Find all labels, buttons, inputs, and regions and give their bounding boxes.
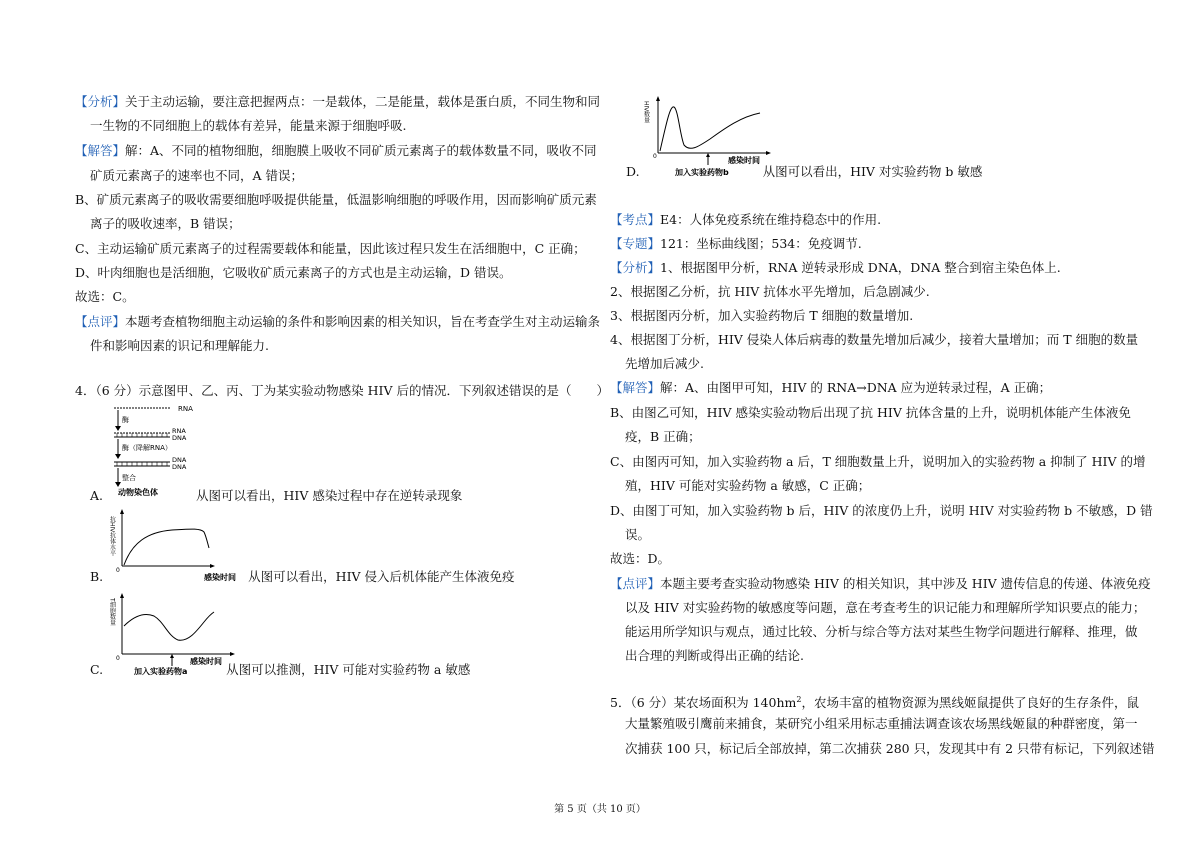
question-5-line-2: 大量繁殖吸引鹰前来捕食，某研究小组采用标志重捕法调查该农场黑线姬鼠的种群密度，第一	[625, 716, 1138, 731]
fig-d-xlabel: 感染时间	[728, 156, 760, 165]
fig-c-drug-label: 加入实验药物a	[134, 667, 188, 676]
option-b	[90, 569, 515, 585]
kaodian-line: 【考点】E4：人体免疫系统在维持稳态中的作用.	[610, 212, 882, 227]
left-choice: 故选：C。	[75, 289, 135, 304]
right-answer-c2: 殖，HIV 可能对实验药物 a 敏感，C 正确；	[625, 478, 871, 493]
option-d-text: 从图可以看出，HIV 对实验药物 b 敏感	[762, 164, 983, 179]
left-answer-c: C、主动运输矿质元素离子的过程需要载体和能量，因此该过程只发生在活细胞中，C 正确；	[75, 241, 586, 256]
option-d-label: D.	[626, 164, 640, 179]
fig-a-enzyme-label: 酶	[122, 416, 129, 424]
fig-d-ylabel: HIV数量	[642, 101, 650, 124]
right-comment-1: 【点评】本题主要考查实验动物感染 HIV 的相关知识，其中涉及 HIV 遗传信息的传递、体液免疫	[610, 576, 1151, 591]
left-analysis-line-1: 【分析】关于主动运输，要注意把握两点：一是载体，二是能量，载体是蛋白质，不同生物和同	[75, 94, 601, 109]
page-footer: 第 5 页（共 10 页）	[554, 804, 646, 815]
left-answer-line-2: 矿质元素离子的速率也不同，A 错误；	[90, 168, 304, 183]
answer-tag: 【解答】	[75, 143, 126, 158]
option-a-label: A.	[90, 488, 104, 503]
right-choice: 故选：D。	[610, 551, 671, 566]
fig-b-ylabel: 抗HIV抗体水平	[108, 516, 116, 557]
right-answer-d1: D、由图丁可知，加入实验药物 b 后，HIV 的浓度仍上升，说明 HIV 对实验药物 b 不敏感，D 错	[610, 503, 1153, 518]
kaodian-tag: 【考点】	[610, 212, 661, 227]
option-b-label: B.	[90, 569, 104, 584]
left-comment-line-2: 件和影响因素的识记和理解能力.	[90, 338, 269, 353]
right-comment-3: 能运用所学知识与观点，通过比较、分析与综合等方法对某些生物学问题进行解释、推理，做	[625, 624, 1138, 639]
right-comment-4: 出合理的判断或得出正确的结论.	[625, 648, 804, 663]
option-a-text: 从图可以看出，HIV 感染过程中存在逆转录现象	[196, 488, 463, 503]
fig-a-enzyme2-label: 酶（降解RNA）	[122, 444, 172, 452]
left-answer-line-1: 【解答】解：A、不同的植物细胞，细胞膜上吸收不同矿质元素离子的载体数量不同，吸收不同	[75, 143, 597, 158]
option-a	[90, 488, 462, 504]
question-4-stem: 4．（6 分）示意图甲、乙、丙、丁为某实验动物感染 HIV 后的情况．下列叙述错误的是（ ）	[75, 383, 609, 398]
option-c-text: 从图可以推测，HIV 可能对实验药物 a 敏感	[226, 662, 471, 677]
right-answer-a: 【解答】解：A、由图甲可知，HIV 的 RNA→DNA 应为逆转录过程，A 正确；	[610, 380, 1052, 395]
fig-d-origin: 0	[653, 153, 657, 160]
left-comment-line-1: 【点评】本题考查植物细胞主动运输的条件和影响因素的相关知识，旨在考查学生对主动运输条	[75, 314, 601, 329]
zhuanti-tag: 【专题】	[610, 236, 661, 251]
fig-c-ylabel: T细胞数量	[108, 598, 116, 626]
analysis-tag: 【分析】	[75, 94, 126, 109]
fig-a-dna-2: DNA	[172, 463, 187, 471]
right-analysis-1: 【分析】1、根据图甲分析，RNA 逆转录形成 DNA，DNA 整合到宿主染色体上.	[610, 260, 1061, 275]
option-c	[90, 662, 470, 678]
question-5-line-3: 次捕获 100 只，标记后全部放掉，第二次捕获 280 只，发现其中有 2 只带有标记，下列叙述错	[625, 741, 1155, 756]
fig-a-host-label: 动物染色体	[118, 488, 158, 497]
right-answer-b1: B、由图乙可知，HIV 感染实验动物后出现了抗 HIV 抗体含量的上升，说明机体能产生体液免	[610, 405, 1131, 420]
left-answer-b-2: 离子的吸收速率，B 错误；	[90, 216, 241, 231]
right-answer-tag: 【解答】	[610, 380, 661, 395]
fig-a-integrate-label: 整合	[122, 474, 136, 482]
fig-a-dna-strand: DNA	[172, 434, 187, 442]
option-c-label: C.	[90, 662, 104, 677]
right-analysis-tag: 【分析】	[610, 260, 661, 275]
right-answer-b2: 疫，B 正确；	[625, 429, 701, 444]
fig-a-rna-label: RNA	[178, 405, 193, 413]
question-5-line-1: 5．（6 分）某农场面积为 $140hm^2$，农场丰富的植物资源为黑线姬鼠提供了良好的生存条件，鼠	[610, 695, 1139, 711]
right-analysis-3: 3、根据图丙分析，加入实验药物后 T 细胞的数量增加.	[610, 308, 914, 323]
fig-b-xlabel: 感染时间	[204, 573, 236, 582]
figure-a-diagram	[112, 400, 222, 496]
fig-a-dna-1: DNA	[172, 456, 187, 464]
fig-c-origin: 0	[116, 655, 120, 662]
left-answer-d: D、叶肉细胞也是活细胞，它吸收矿质元素离子的方式也是主动运输，D 错误。	[75, 265, 512, 280]
left-analysis-line-2: 一生物的不同细胞上的载体有差异，能量来源于细胞呼吸.	[90, 118, 407, 133]
right-comment-2: 以及 HIV 对实验药物的敏感度等问题，意在考查考生的识记能力和理解所学知识要点的能力；	[625, 600, 1146, 615]
right-answer-d2: 误。	[625, 527, 651, 542]
right-answer-c1: C、由图丙可知，加入实验药物 a 后，T 细胞数量上升，说明加入的实验药物 a 抑制了 HIV 的增	[610, 454, 1146, 469]
fig-b-origin: 0	[116, 567, 120, 574]
right-analysis-4b: 先增加后减少.	[625, 356, 704, 371]
q5-superscript: 2	[796, 695, 802, 704]
right-comment-tag: 【点评】	[610, 576, 661, 591]
right-analysis-4a: 4、根据图丁分析，HIV 侵染人体后病毒的数量先增加后减少，接着大量增加；而 T 细胞的数量	[610, 332, 1139, 347]
fig-a-rna-strand: RNA	[172, 427, 186, 435]
zhuanti-line: 【专题】121：坐标曲线图；534：免疫调节.	[610, 236, 862, 251]
right-analysis-2: 2、根据图乙分析，抗 HIV 抗体水平先增加，后急剧减少.	[610, 284, 930, 299]
fig-d-drug-label: 加入实验药物b	[675, 168, 729, 177]
option-d	[626, 164, 982, 180]
left-answer-b-1: B、矿质元素离子的吸收需要细胞呼吸提供能量，低温影响细胞的呼吸作用，因而影响矿质元素	[75, 192, 597, 207]
fig-c-xlabel: 感染时间	[190, 657, 222, 666]
comment-tag: 【点评】	[75, 314, 126, 329]
option-b-text: 从图可以看出，HIV 侵入后机体能产生体液免疫	[248, 569, 515, 584]
